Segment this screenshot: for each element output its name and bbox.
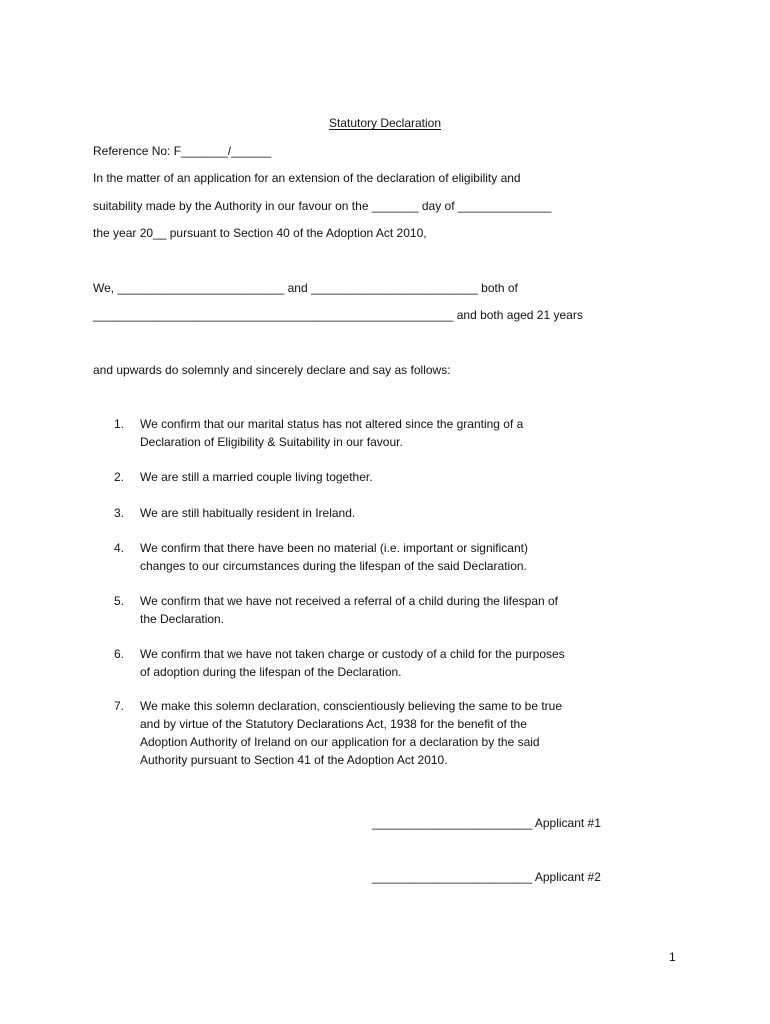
list-item-text: We are still a married couple living together. — [140, 470, 373, 484]
page-number: 1 — [669, 950, 676, 964]
declare-line: and upwards do solemnly and sincerely declare and say as follows: — [93, 363, 451, 377]
list-item-text: We confirm that we have not taken charge or custody of a child for the purposes — [140, 647, 565, 661]
signature-applicant-2: ________________________ Applicant #2 — [372, 870, 601, 884]
list-item-text: and by virtue of the Statutory Declarations Act, 1938 for the benefit of the — [140, 717, 527, 731]
list-item-number: 3. — [114, 506, 125, 520]
list-item-text: We confirm that our marital status has not altered since the granting of a — [140, 417, 524, 431]
list-item-number: 4. — [114, 541, 125, 555]
list-item-text: changes to our circumstances during the lifespan of the said Declaration. — [140, 559, 527, 573]
list-item-text: We confirm that there have been no material (i.e. important or significant) — [140, 541, 528, 555]
list-item-text: We are still habitually resident in Ireland. — [140, 506, 356, 520]
intro-line-3: the year 20__ pursuant to Section 40 of the Adoption Act 2010, — [93, 226, 427, 240]
list-item-text: of adoption during the lifespan of the Declaration. — [140, 665, 402, 679]
intro-line-2: suitability made by the Authority in our favour on the _______ day of ______________ — [93, 199, 552, 213]
applicants-line-2: ______________________________________________________ and both aged 21 years — [93, 308, 583, 322]
list-item-number: 5. — [114, 594, 125, 608]
list-item-text: Authority pursuant to Section 41 of the Adoption Act 2010. — [140, 753, 448, 767]
list-item-text: the Declaration. — [140, 612, 225, 626]
document-title: Statutory Declaration — [328, 116, 442, 130]
list-item-text: Declaration of Eligibility & Suitability in our favour. — [140, 435, 403, 449]
reference-number: Reference No: F_______/______ — [93, 144, 272, 158]
list-item-number: 1. — [114, 417, 125, 431]
list-item-text: Adoption Authority of Ireland on our application for a declaration by the said — [140, 735, 540, 749]
signature-applicant-1: ________________________ Applicant #1 — [372, 816, 601, 830]
list-item-number: 7. — [114, 699, 125, 713]
list-item-number: 2. — [114, 470, 125, 484]
intro-line-1: In the matter of an application for an extension of the declaration of eligibility and — [93, 171, 521, 185]
list-item-text: We confirm that we have not received a referral of a child during the lifespan of — [140, 594, 559, 608]
list-item-number: 6. — [114, 647, 125, 661]
list-item-text: We make this solemn declaration, conscientiously believing the same to be true — [140, 699, 562, 713]
applicants-line-1: We, _________________________ and _________________________ both of — [93, 281, 518, 295]
